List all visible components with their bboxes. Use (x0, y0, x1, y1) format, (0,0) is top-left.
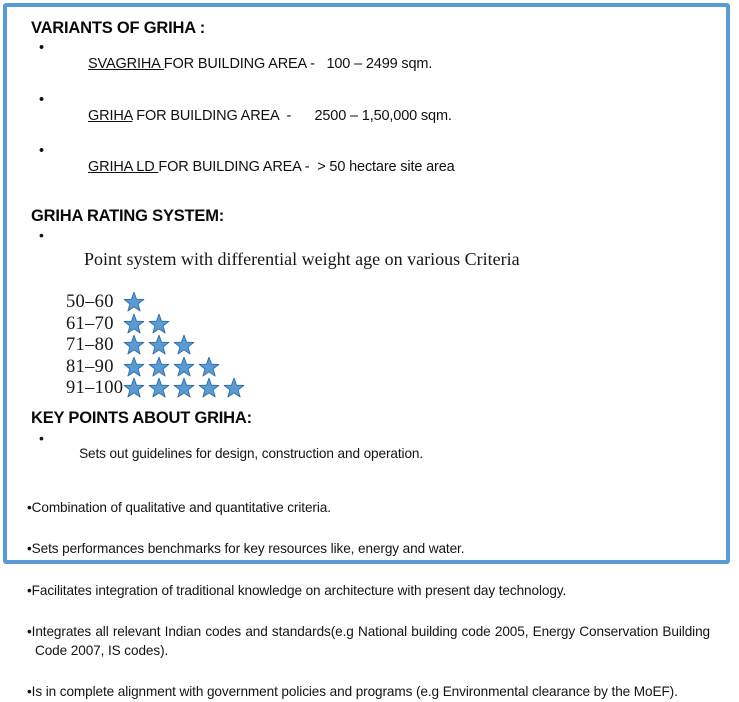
star-icon (198, 357, 220, 378)
table-row (66, 357, 245, 379)
table-row (66, 335, 245, 357)
rating-range: 50–60 (66, 292, 114, 313)
table-row (66, 378, 245, 400)
variant-detail: FOR BUILDING AREA - > 50 hectare site area (158, 159, 455, 175)
rating-range: 61–70 (66, 313, 114, 334)
star-icon (123, 335, 145, 356)
star-group (123, 378, 245, 400)
key-point-paragraph: •Facilitates integration of traditional knowledge on architecture with present day technology. (27, 582, 567, 598)
rating-stars-cell (123, 292, 245, 314)
table-row (66, 314, 245, 336)
rating-range: 91–100 (66, 378, 124, 399)
variant-name: GRIHA LD (88, 159, 159, 175)
list-item (21, 92, 712, 140)
rating-stars-cell (123, 357, 245, 379)
key-point-text: Sets out guidelines for design, construction and operation. (79, 445, 424, 461)
key-point-paragraph: •Integrates all relevant Indian codes and standards(e.g National building code 2005, Energy Conservation Building Code 2007, IS codes). (27, 623, 710, 659)
variants-list (21, 40, 712, 191)
bullet-glyph: • (39, 143, 44, 159)
rating-range: 81–90 (66, 356, 114, 377)
key-point-paragraph: •Is in complete alignment with government policies and programs (e.g Environmental clearance by the MoEF). (27, 684, 678, 700)
table-row (66, 292, 245, 314)
bullet-glyph: • (39, 227, 44, 243)
star-icon (173, 378, 195, 399)
bullet-glyph: • (39, 91, 44, 108)
star-icon (123, 378, 145, 399)
star-group (123, 357, 245, 379)
star-icon (223, 378, 245, 399)
star-icon (123, 357, 145, 378)
variant-name: GRIHA (88, 107, 133, 124)
variant-detail: FOR BUILDING AREA - 100 – 2499 sqm. (163, 56, 433, 72)
star-icon (123, 292, 145, 313)
star-group (123, 335, 245, 357)
rating-stars-cell (123, 314, 245, 336)
bullet-glyph: • (39, 40, 44, 56)
rating-system-heading: GRIHA RATING SYSTEM: (31, 207, 225, 225)
slide-frame (3, 3, 730, 700)
key-points-heading: KEY POINTS ABOUT GRIHA: (31, 408, 252, 427)
star-icon (173, 357, 195, 378)
bullet-glyph: • (39, 429, 44, 446)
variant-name: SVAGRIHA (88, 56, 164, 72)
star-group (123, 314, 245, 336)
variant-detail: FOR BUILDING AREA - 2500 – 1,50,000 sqm. (132, 107, 452, 124)
star-icon (198, 378, 220, 399)
star-icon (148, 378, 170, 399)
star-icon (173, 335, 195, 356)
star-icon (148, 314, 170, 335)
key-point-bullet (21, 431, 712, 476)
star-icon (148, 335, 170, 356)
slide-content (7, 7, 726, 700)
rating-range: 71–80 (66, 335, 114, 356)
rating-point-text: Point system with differential weight age on various Criteria (84, 249, 520, 269)
rating-point-line (21, 228, 712, 291)
key-point-paragraph: •Sets performances benchmarks for key resources like, energy and water. (27, 541, 465, 557)
rating-stars-cell (123, 378, 245, 400)
variants-heading: VARIANTS OF GRIHA : (31, 19, 206, 37)
star-icon (148, 357, 170, 378)
key-point-paragraph: •Combination of qualitative and quantitative criteria. (27, 499, 331, 515)
list-item (21, 143, 712, 191)
rating-scale-table (66, 292, 245, 400)
list-item (21, 40, 712, 88)
rating-stars-cell (123, 335, 245, 357)
star-icon (123, 314, 145, 335)
star-group (123, 292, 245, 314)
